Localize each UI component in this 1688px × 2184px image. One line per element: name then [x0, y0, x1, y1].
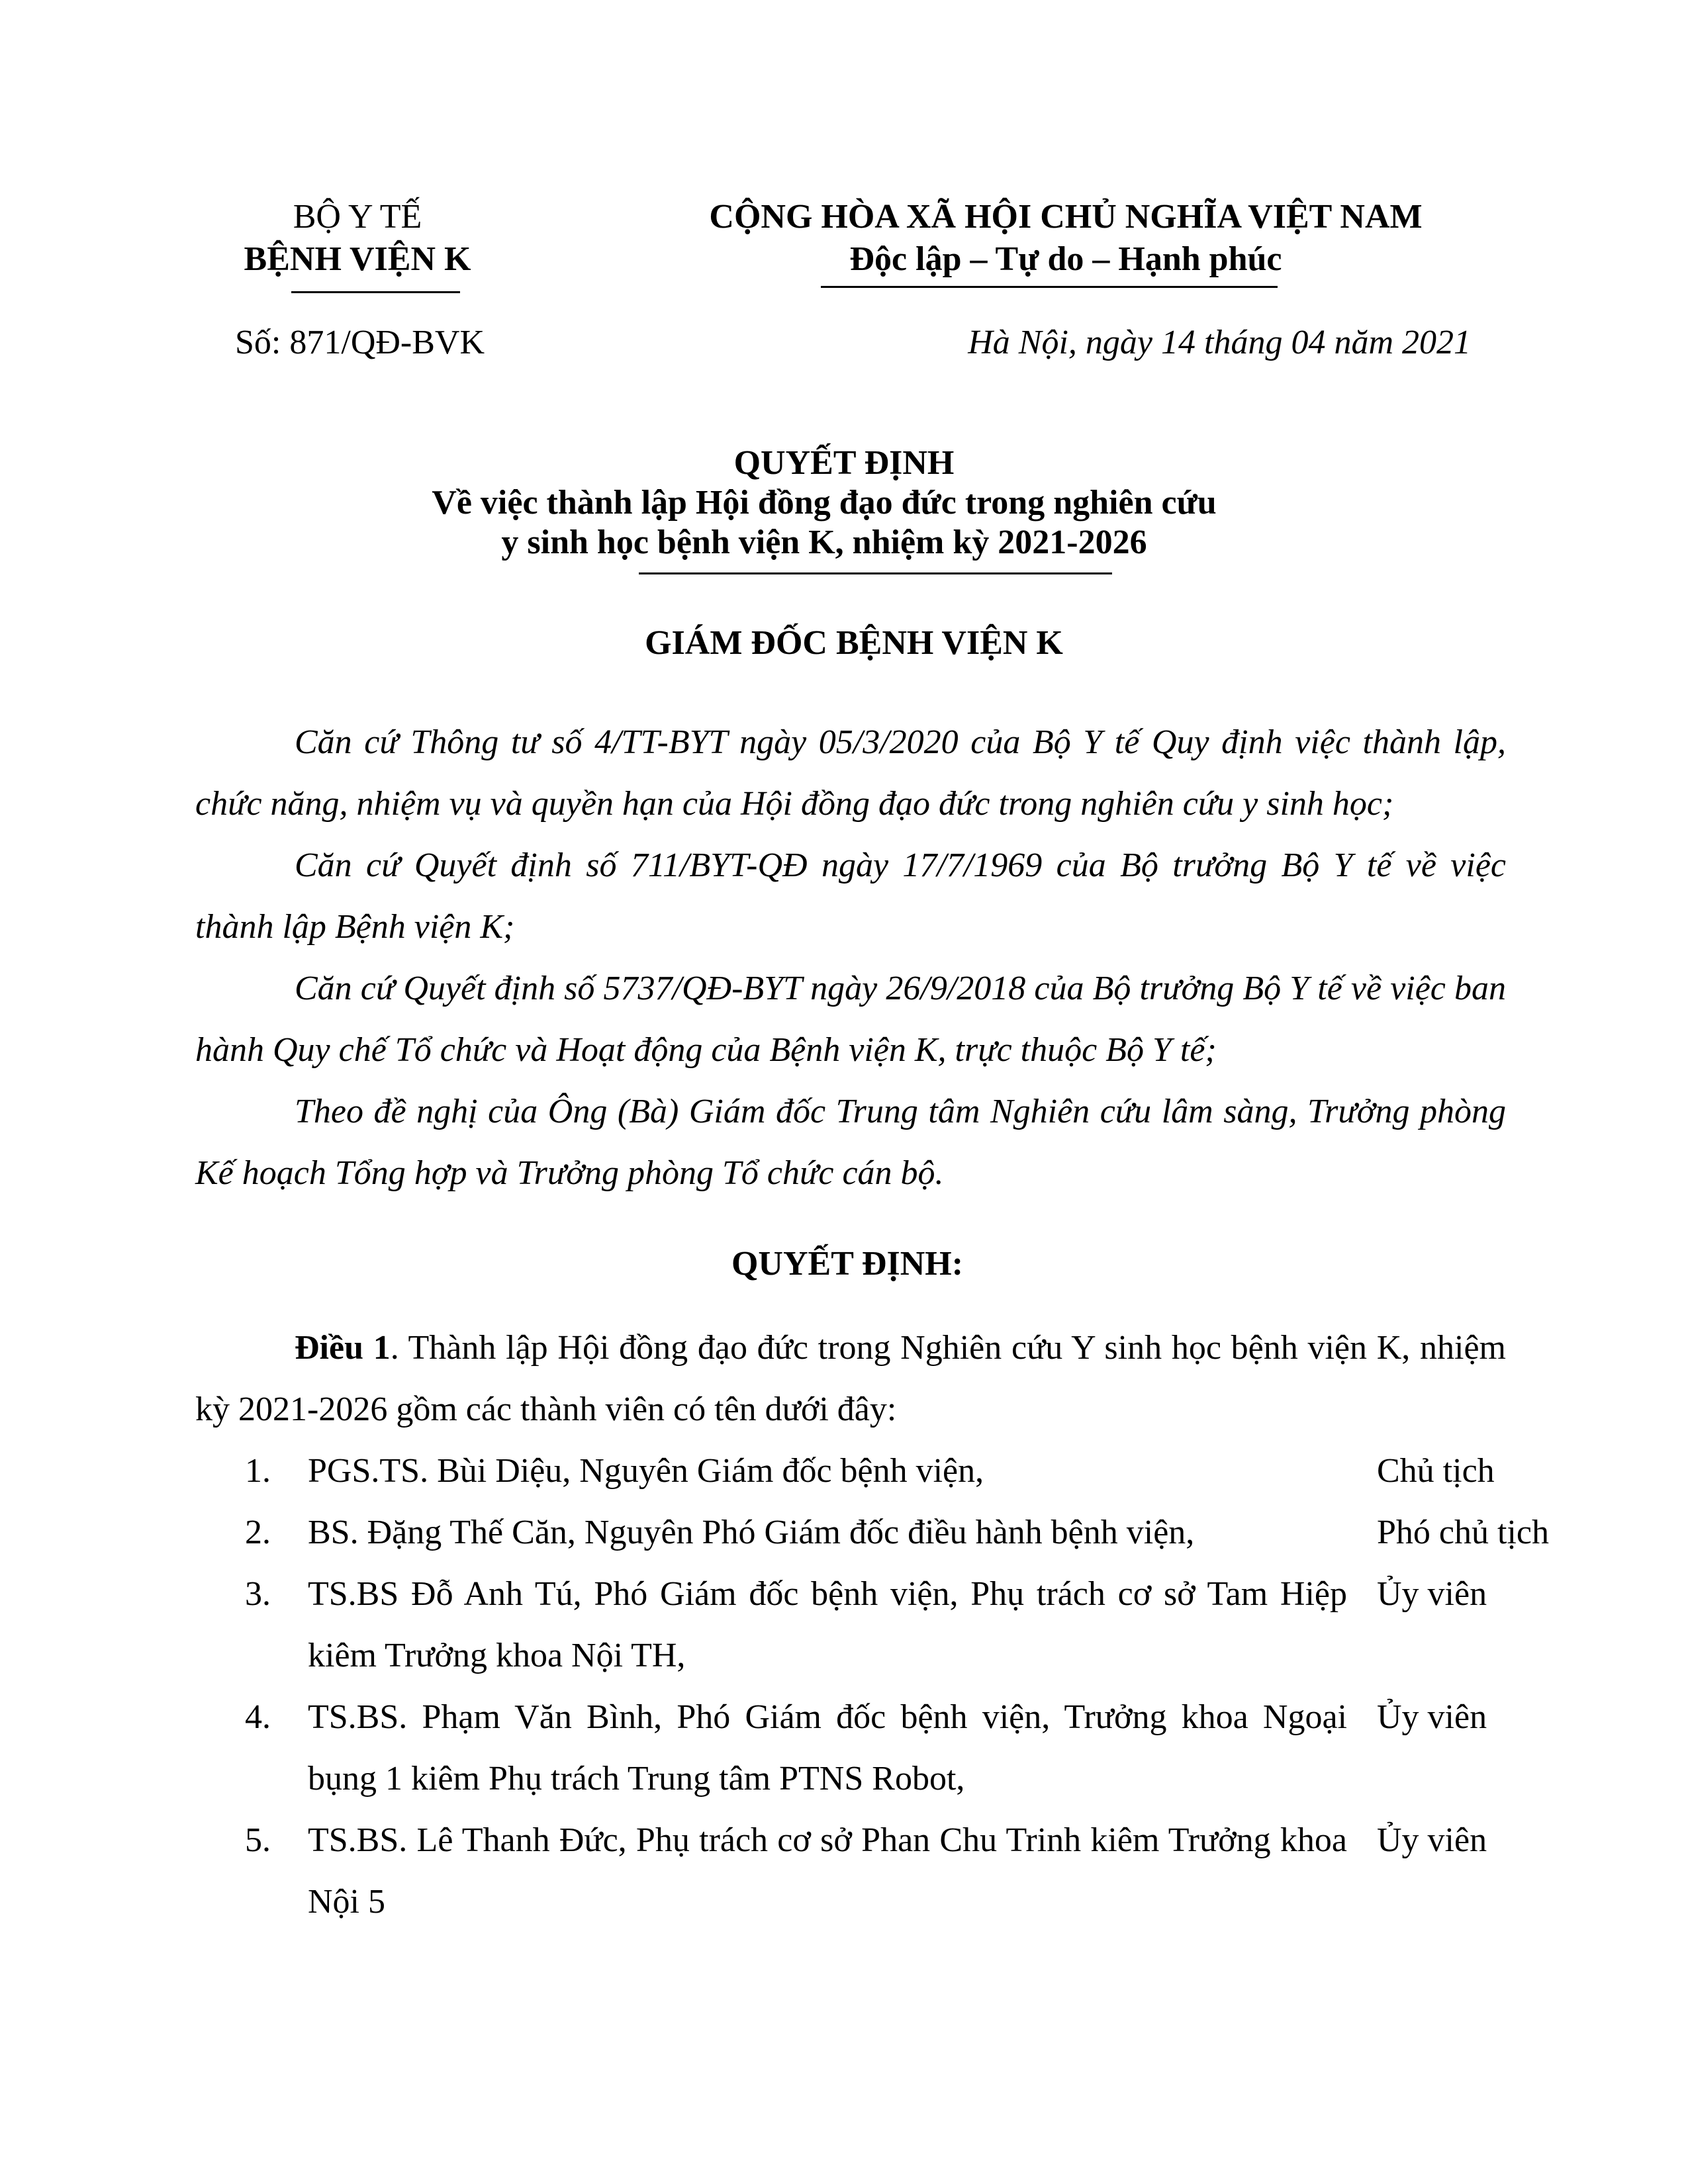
preamble-paragraph-2: Căn cứ Quyết định số 711/BYT-QĐ ngày 17/7/1969 của Bộ trưởng Bộ Y tế về việc thành lập Bệnh viện K; — [195, 846, 1506, 946]
member-2-role: Phó chủ tịch — [1377, 1514, 1549, 1551]
decision-subject-line-1: Về việc thành lập Hội đồng đạo đức trong nghiên cứu — [432, 484, 1217, 522]
member-5-text: TS.BS. Lê Thanh Đức, Phụ trách cơ sở Phan Chu Trinh kiêm Trưởng khoa Nội 5 — [308, 1821, 1347, 1921]
country-name: CỘNG HÒA XÃ HỘI CHỦ NGHĨA VIỆT NAM — [709, 198, 1423, 236]
national-motto: Độc lập – Tự do – Hạnh phúc — [849, 240, 1282, 278]
member-3-text: TS.BS Đỗ Anh Tú, Phó Giám đốc bệnh viện, Phụ trách cơ sở Tam Hiệp kiêm Trưởng khoa Nội TH, — [308, 1575, 1347, 1674]
member-4-text: TS.BS. Phạm Văn Bình, Phó Giám đốc bệnh viện, Trưởng khoa Ngoại bụng 1 kiêm Phụ trách Trung tâm PTNS Robot, — [308, 1698, 1347, 1797]
decision-heading: QUYẾT ĐỊNH: — [731, 1245, 964, 1283]
member-3-number: 3. — [245, 1575, 271, 1613]
member-4-role: Ủy viên — [1377, 1698, 1487, 1736]
subject-underline — [639, 572, 1112, 574]
preamble-paragraph-1: Căn cứ Thông tư số 4/TT-BYT ngày 05/3/2020 của Bộ Y tế Quy định việc thành lập, chức năng, nhiệm vụ và quyền hạn của Hội đồng đạo đức trong nghiên cứu y sinh học; — [195, 723, 1506, 823]
member-2-text: BS. Đặng Thế Căn, Nguyên Phó Giám đốc điều hành bệnh viện, — [308, 1514, 1195, 1551]
member-1-role: Chủ tịch — [1377, 1452, 1495, 1490]
decision-title: QUYẾT ĐỊNH — [733, 444, 955, 482]
hospital-name: BỆNH VIỆN K — [244, 240, 471, 278]
document-number: Số: 871/QĐ-BVK — [235, 324, 485, 361]
article-1 — [195, 1317, 1506, 1440]
hospital-underline — [291, 291, 460, 293]
member-1-text: PGS.TS. Bùi Diệu, Nguyên Giám đốc bệnh viện, — [308, 1452, 984, 1490]
preamble-paragraph-4: Theo đề nghị của Ông (Bà) Giám đốc Trung tâm Nghiên cứu lâm sàng, Trưởng phòng Kế hoạch Tổng hợp và Trưởng phòng Tổ chức cán bộ. — [195, 1093, 1506, 1192]
member-4-number: 4. — [245, 1698, 271, 1736]
authority-heading: GIÁM ĐỐC BỆNH VIỆN K — [645, 624, 1063, 662]
member-2-number: 2. — [245, 1514, 271, 1551]
member-1-number: 1. — [245, 1452, 271, 1490]
preamble-paragraph-3: Căn cứ Quyết định số 5737/QĐ-BYT ngày 26/9/2018 của Bộ trưởng Bộ Y tế về việc ban hành Quy chế Tổ chức và Hoạt động của Bệnh viện K, trực thuộc Bộ Y tế; — [195, 970, 1506, 1069]
place-and-date: Hà Nội, ngày 14 tháng 04 năm 2021 — [968, 324, 1471, 361]
member-5-role: Ủy viên — [1377, 1821, 1487, 1859]
ministry-name: BỘ Y TẾ — [293, 198, 422, 236]
article-1-label: Điều 1 — [295, 1329, 391, 1367]
article-1-text: . Thành lập Hội đồng đạo đức trong Nghiên cứu Y sinh học bệnh viện K, nhiệm kỳ 2021-2026 gồm các thành viên có tên dưới đây: — [195, 1329, 1507, 1428]
motto-underline — [821, 286, 1278, 288]
decision-subject-line-2: y sinh học bệnh viện K, nhiệm kỳ 2021-2026 — [501, 523, 1147, 561]
member-3-role: Ủy viên — [1377, 1575, 1487, 1613]
member-5-number: 5. — [245, 1821, 271, 1859]
